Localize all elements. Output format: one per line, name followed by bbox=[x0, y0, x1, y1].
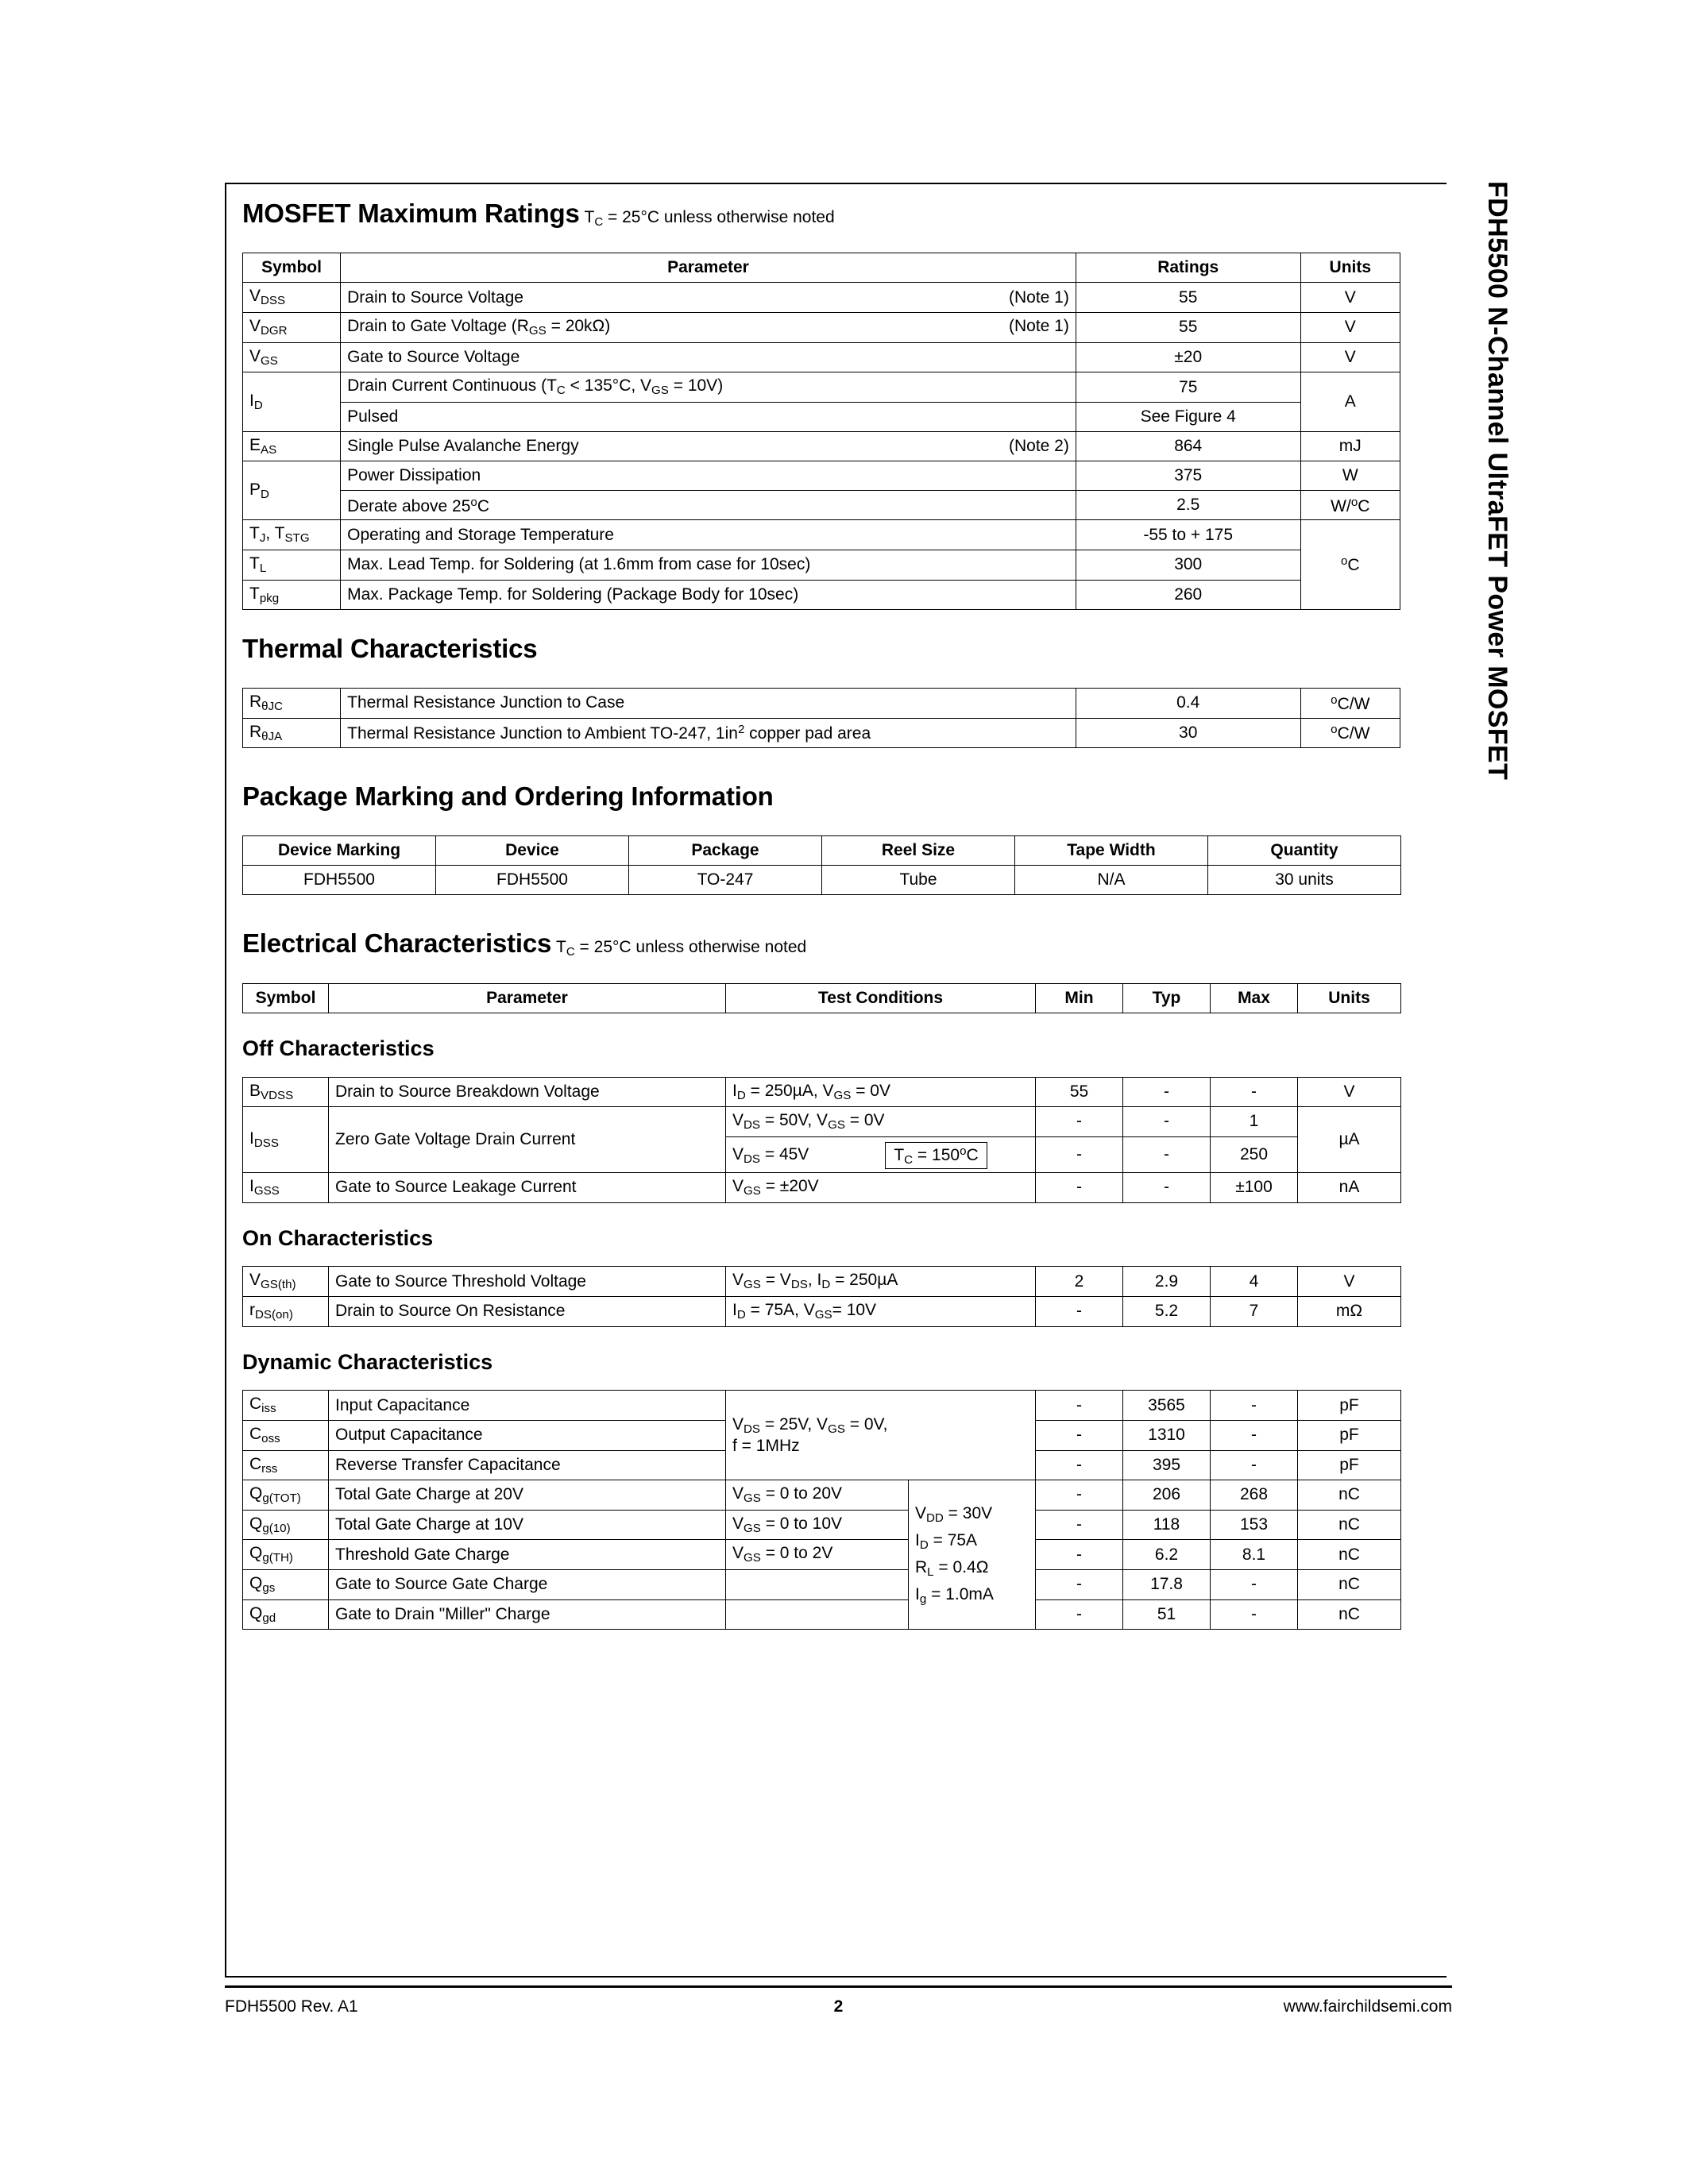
cell-min: - bbox=[1036, 1540, 1123, 1570]
ordering-table bbox=[242, 835, 1401, 895]
electrical-heading bbox=[242, 928, 1434, 959]
cell-tape-width: N/A bbox=[1015, 866, 1208, 895]
cell-symbol: $Q_{g(TH)}$ bbox=[243, 1540, 329, 1570]
cell-min: - bbox=[1036, 1173, 1123, 1203]
cell-symbol: $Q_{g(TOT)}$ bbox=[243, 1480, 329, 1511]
table-row bbox=[243, 1510, 1401, 1540]
cell-rating: See Figure 4 bbox=[1076, 402, 1300, 431]
cell-parameter: Max. Package Temp. for Soldering (Package Body for 10sec) bbox=[341, 580, 1076, 610]
thermal-table bbox=[242, 688, 1400, 748]
cell-parameter: Thermal Resistance Junction to Case bbox=[341, 689, 1076, 719]
cell-unit: W/$^o$C bbox=[1300, 491, 1400, 520]
cell-condition: $V_{GS} = 0$ to 10V bbox=[726, 1510, 909, 1540]
cell-symbol: $Q_{gd}$ bbox=[243, 1599, 329, 1630]
col-quantity: Quantity bbox=[1208, 836, 1401, 866]
electrical-subtitle: $T_C = 25^\circ C$ unless otherwise noted bbox=[551, 938, 807, 959]
cell-parameter: Max. Lead Temp. for Soldering (at 1.6mm from case for 10sec) bbox=[341, 550, 1076, 581]
cell-typ: 2.9 bbox=[1123, 1267, 1211, 1297]
condition-subbox: $T_C = 150^oC$ bbox=[885, 1142, 987, 1169]
cell-parameter: Thermal Resistance Junction to Ambient TO-247, $1in^2$ copper pad area bbox=[341, 718, 1076, 748]
cell-parameter: Gate to Source Threshold Voltage bbox=[329, 1267, 726, 1297]
cell-symbol: $C_{iss}$ bbox=[243, 1391, 329, 1421]
cell-unit: V bbox=[1300, 342, 1400, 372]
table-row bbox=[243, 580, 1400, 610]
table-row bbox=[243, 520, 1400, 550]
cell-symbol: $V_{DSS}$ bbox=[243, 283, 341, 313]
on-characteristics-heading: On Characteristics bbox=[242, 1225, 434, 1250]
thermal-heading: Thermal Characteristics bbox=[242, 634, 538, 664]
cell-reel-size: Tube bbox=[822, 866, 1015, 895]
cell-symbol: $Q_{gs}$ bbox=[243, 1570, 329, 1600]
cell-quantity: 30 units bbox=[1208, 866, 1401, 895]
cell-min: - bbox=[1036, 1570, 1123, 1600]
cell-condition: $V_{GS} = 0$ to 2V bbox=[726, 1540, 909, 1570]
cell-symbol: $Q_{g(10)}$ bbox=[243, 1510, 329, 1540]
cell-parameter: Total Gate Charge at 20V bbox=[329, 1480, 726, 1511]
cell-unit: V bbox=[1298, 1267, 1401, 1297]
cell-parameter: Derate above 25$^o$C bbox=[341, 491, 1076, 520]
table-row bbox=[243, 1267, 1401, 1297]
cell-min: - bbox=[1036, 1599, 1123, 1630]
cell-condition: $V_{GS} = \pm 20V$ bbox=[726, 1173, 1036, 1203]
cell-parameter: Operating and Storage Temperature bbox=[341, 520, 1076, 550]
cell-unit: W bbox=[1300, 461, 1400, 491]
table-row bbox=[243, 550, 1400, 581]
cell-device: FDH5500 bbox=[436, 866, 629, 895]
table-row bbox=[243, 1391, 1401, 1421]
cell-max: - bbox=[1211, 1391, 1298, 1421]
cell-unit: pF bbox=[1298, 1450, 1401, 1480]
cell-symbol: $I_{DSS}$ bbox=[243, 1107, 329, 1173]
cell-condition: $V_{DS} = 45V$ $T_C = 150^oC$ bbox=[726, 1136, 1036, 1172]
cell-unit: $^o$C bbox=[1300, 520, 1400, 610]
cell-max: 4 bbox=[1211, 1267, 1298, 1297]
off-characteristics-table bbox=[242, 1077, 1401, 1203]
table-row bbox=[243, 283, 1400, 313]
col-min: Min bbox=[1036, 983, 1123, 1013]
cell-rating: 75 bbox=[1076, 372, 1300, 403]
cell-condition bbox=[726, 1570, 909, 1600]
cell-unit: V bbox=[1300, 313, 1400, 343]
electrical-header-table bbox=[242, 983, 1401, 1013]
cell-max: 153 bbox=[1211, 1510, 1298, 1540]
cell-charge-condition: $V_{DD} = 30V$ $I_D = 75A$ $R_L = 0.4\Omega$ $I_g = 1.0mA$ bbox=[909, 1480, 1036, 1630]
cell-symbol: $r_{DS(on)}$ bbox=[243, 1297, 329, 1327]
cell-max: 7 bbox=[1211, 1297, 1298, 1327]
cell-symbol: $V_{GS(th)}$ bbox=[243, 1267, 329, 1297]
cell-parameter: Gate to Source Gate Charge bbox=[329, 1570, 726, 1600]
cell-rating: 2.5 bbox=[1076, 491, 1300, 520]
table-row bbox=[243, 372, 1400, 403]
col-device: Device bbox=[436, 836, 629, 866]
table-row bbox=[243, 1173, 1401, 1203]
cell-unit: mJ bbox=[1300, 431, 1400, 461]
table-row bbox=[243, 1297, 1401, 1327]
table-row bbox=[243, 1599, 1401, 1630]
cell-rating: ±20 bbox=[1076, 342, 1300, 372]
cell-unit: nC bbox=[1298, 1510, 1401, 1540]
footer-page-number: 2 bbox=[833, 1997, 844, 2016]
cell-rating: 300 bbox=[1076, 550, 1300, 581]
cell-parameter: Reverse Transfer Capacitance bbox=[329, 1450, 726, 1480]
table-row bbox=[243, 1540, 1401, 1570]
cell-max: 1 bbox=[1211, 1107, 1298, 1137]
cell-typ: 206 bbox=[1123, 1480, 1211, 1511]
cell-note: (Note 2) bbox=[1008, 437, 1069, 456]
cell-min: - bbox=[1036, 1420, 1123, 1450]
ordering-heading: Package Marking and Ordering Information bbox=[242, 781, 774, 812]
cell-rating: 55 bbox=[1076, 283, 1300, 313]
col-package: Package bbox=[629, 836, 822, 866]
cell-parameter: Threshold Gate Charge bbox=[329, 1540, 726, 1570]
cell-symbol: $R_{\theta JC}$ bbox=[243, 689, 341, 719]
cell-rating: 55 bbox=[1076, 313, 1300, 343]
cell-typ: 17.8 bbox=[1123, 1570, 1211, 1600]
table-row bbox=[243, 1570, 1401, 1600]
cell-unit: mΩ bbox=[1298, 1297, 1401, 1327]
cell-rating: 260 bbox=[1076, 580, 1300, 610]
col-reel-size: Reel Size bbox=[822, 836, 1015, 866]
cell-typ: - bbox=[1123, 1077, 1211, 1107]
table-row bbox=[243, 342, 1400, 372]
cell-typ: 5.2 bbox=[1123, 1297, 1211, 1327]
cell-parameter: Drain to Source Voltage (Note 1) bbox=[341, 283, 1076, 313]
table-row bbox=[243, 491, 1400, 520]
col-symbol: Symbol bbox=[243, 253, 341, 283]
cell-unit: pF bbox=[1298, 1391, 1401, 1421]
cell-unit: $^o$C/W bbox=[1300, 718, 1400, 748]
cell-unit: $^o$C/W bbox=[1300, 689, 1400, 719]
max-ratings-subtitle: $T_C = 25^\circ C$ unless otherwise noted bbox=[579, 208, 835, 230]
col-units: Units bbox=[1300, 253, 1400, 283]
cell-symbol: $T_{pkg}$ bbox=[243, 580, 341, 610]
cell-min: - bbox=[1036, 1107, 1123, 1137]
cell-note: (Note 1) bbox=[1008, 317, 1069, 336]
col-symbol: Symbol bbox=[243, 983, 329, 1013]
cell-typ: 6.2 bbox=[1123, 1540, 1211, 1570]
table-row bbox=[243, 1077, 1401, 1107]
table-row bbox=[243, 313, 1400, 343]
table-row bbox=[243, 866, 1401, 895]
col-parameter: Parameter bbox=[329, 983, 726, 1013]
cell-max: - bbox=[1211, 1077, 1298, 1107]
cell-min: 2 bbox=[1036, 1267, 1123, 1297]
cell-value: 0.4 bbox=[1076, 689, 1300, 719]
table-row bbox=[243, 461, 1400, 491]
col-typ: Typ bbox=[1123, 983, 1211, 1013]
cell-parameter: Output Capacitance bbox=[329, 1420, 726, 1450]
cell-typ: - bbox=[1123, 1136, 1211, 1172]
cell-max: - bbox=[1211, 1420, 1298, 1450]
cell-device-marking: FDH5500 bbox=[243, 866, 436, 895]
cell-symbol: $T_J$, $T_{STG}$ bbox=[243, 520, 341, 550]
cell-parameter: Drain Current Continuous ($T_C < 135^\circ C$, $V_{GS} = 10V$) bbox=[341, 372, 1076, 403]
cell-symbol: $T_L$ bbox=[243, 550, 341, 581]
max-ratings-heading bbox=[242, 199, 1434, 229]
cell-unit: pF bbox=[1298, 1420, 1401, 1450]
cell-rating: -55 to + 175 bbox=[1076, 520, 1300, 550]
cell-symbol: $V_{GS}$ bbox=[243, 342, 341, 372]
cell-max: ±100 bbox=[1211, 1173, 1298, 1203]
cell-symbol: $E_{AS}$ bbox=[243, 431, 341, 461]
dynamic-characteristics-table bbox=[242, 1390, 1401, 1630]
cell-typ: 1310 bbox=[1123, 1420, 1211, 1450]
cell-typ: 118 bbox=[1123, 1510, 1211, 1540]
cell-typ: - bbox=[1123, 1107, 1211, 1137]
col-device-marking: Device Marking bbox=[243, 836, 436, 866]
cell-parameter: Single Pulse Avalanche Energy (Note 2) bbox=[341, 431, 1076, 461]
cell-symbol: $I_D$ bbox=[243, 372, 341, 432]
cell-unit: nA bbox=[1298, 1173, 1401, 1203]
table-row bbox=[243, 689, 1400, 719]
col-tape-width: Tape Width bbox=[1015, 836, 1208, 866]
cell-max: 268 bbox=[1211, 1480, 1298, 1511]
max-ratings-title: MOSFET Maximum Ratings bbox=[242, 199, 580, 228]
cell-unit: V bbox=[1298, 1077, 1401, 1107]
cell-min: - bbox=[1036, 1136, 1123, 1172]
cell-parameter: Drain to Source On Resistance bbox=[329, 1297, 726, 1327]
cell-parameter: Drain to Source Breakdown Voltage bbox=[329, 1077, 726, 1107]
cell-min: - bbox=[1036, 1450, 1123, 1480]
off-characteristics-heading: Off Characteristics bbox=[242, 1036, 435, 1060]
col-max: Max bbox=[1211, 983, 1298, 1013]
cell-min: - bbox=[1036, 1510, 1123, 1540]
cell-parameter: Total Gate Charge at 10V bbox=[329, 1510, 726, 1540]
footer-website[interactable]: www.fairchildsemi.com bbox=[1283, 1997, 1452, 2016]
cell-capacitance-condition: $V_{DS} = 25V$, $V_{GS} = 0V$, f = 1MHz bbox=[726, 1391, 1036, 1480]
cell-min: - bbox=[1036, 1480, 1123, 1511]
cell-min: - bbox=[1036, 1391, 1123, 1421]
footer-divider bbox=[225, 1985, 1452, 1988]
cell-max: - bbox=[1211, 1570, 1298, 1600]
cell-symbol: $C_{oss}$ bbox=[243, 1420, 329, 1450]
max-ratings-table bbox=[242, 253, 1400, 610]
cell-unit: nC bbox=[1298, 1540, 1401, 1570]
cell-symbol: $R_{\theta JA}$ bbox=[243, 718, 341, 748]
cell-parameter: Input Capacitance bbox=[329, 1391, 726, 1421]
cell-rating: 864 bbox=[1076, 431, 1300, 461]
on-characteristics-table bbox=[242, 1266, 1401, 1326]
col-ratings: Ratings bbox=[1076, 253, 1300, 283]
cell-condition: $I_D = 75A$, $V_{GS}= 10V$ bbox=[726, 1297, 1036, 1327]
cell-typ: 51 bbox=[1123, 1599, 1211, 1630]
cell-parameter: Drain to Gate Voltage $(R_{GS} = 20k\Omega)$ (Note 1) bbox=[341, 313, 1076, 343]
table-row bbox=[243, 431, 1400, 461]
cell-max: 8.1 bbox=[1211, 1540, 1298, 1570]
cell-parameter: Gate to Source Voltage bbox=[341, 342, 1076, 372]
cell-value: 30 bbox=[1076, 718, 1300, 748]
table-header-row bbox=[243, 836, 1401, 866]
table-row bbox=[243, 1107, 1401, 1137]
cell-rating: 375 bbox=[1076, 461, 1300, 491]
cell-max: - bbox=[1211, 1599, 1298, 1630]
cell-unit: nC bbox=[1298, 1480, 1401, 1511]
cell-typ: 395 bbox=[1123, 1450, 1211, 1480]
cell-condition: $V_{GS} = V_{DS}$, $I_D = 250\mu A$ bbox=[726, 1267, 1036, 1297]
cell-unit: A bbox=[1300, 372, 1400, 432]
cell-parameter: Gate to Source Leakage Current bbox=[329, 1173, 726, 1203]
cell-typ: - bbox=[1123, 1173, 1211, 1203]
cell-condition: $V_{GS} = 0$ to 20V bbox=[726, 1480, 909, 1511]
cell-symbol: $V_{DGR}$ bbox=[243, 313, 341, 343]
page-footer bbox=[225, 1997, 1452, 2016]
cell-unit: nC bbox=[1298, 1599, 1401, 1630]
col-units: Units bbox=[1298, 983, 1401, 1013]
cell-symbol: $B_{VDSS}$ bbox=[243, 1077, 329, 1107]
cell-parameter: Pulsed bbox=[341, 402, 1076, 431]
cell-min: 55 bbox=[1036, 1077, 1123, 1107]
cell-unit: nC bbox=[1298, 1570, 1401, 1600]
footer-revision: FDH5500 Rev. A1 bbox=[225, 1997, 358, 2016]
col-test-conditions: Test Conditions bbox=[726, 983, 1036, 1013]
table-row bbox=[243, 718, 1400, 748]
electrical-title: Electrical Characteristics bbox=[242, 928, 552, 959]
dynamic-characteristics-heading: Dynamic Characteristics bbox=[242, 1349, 493, 1374]
cell-package: TO-247 bbox=[629, 866, 822, 895]
cell-unit: µA bbox=[1298, 1107, 1401, 1173]
product-side-title: FDH5500 N-Channel UltraFET Power MOSFET bbox=[1482, 181, 1512, 781]
cell-typ: 3565 bbox=[1123, 1391, 1211, 1421]
cell-min: - bbox=[1036, 1297, 1123, 1327]
cell-symbol: $P_D$ bbox=[243, 461, 341, 520]
cell-symbol: $I_{GSS}$ bbox=[243, 1173, 329, 1203]
table-row bbox=[243, 402, 1400, 431]
cell-parameter: Power Dissipation bbox=[341, 461, 1076, 491]
cell-condition: $I_D = 250\mu A$, $V_{GS} = 0V$ bbox=[726, 1077, 1036, 1107]
table-row bbox=[243, 1480, 1401, 1511]
table-header-row bbox=[243, 253, 1400, 283]
col-parameter: Parameter bbox=[341, 253, 1076, 283]
cell-note: (Note 1) bbox=[1008, 287, 1069, 307]
cell-symbol: $C_{rss}$ bbox=[243, 1450, 329, 1480]
cell-parameter: Zero Gate Voltage Drain Current bbox=[329, 1107, 726, 1173]
cell-condition bbox=[726, 1599, 909, 1630]
cell-max: - bbox=[1211, 1450, 1298, 1480]
cell-max: 250 bbox=[1211, 1136, 1298, 1172]
table-header-row bbox=[243, 983, 1401, 1013]
cell-unit: V bbox=[1300, 283, 1400, 313]
cell-parameter: Gate to Drain "Miller" Charge bbox=[329, 1599, 726, 1630]
cell-condition: $V_{DS} = 50V$, $V_{GS} = 0V$ bbox=[726, 1107, 1036, 1137]
